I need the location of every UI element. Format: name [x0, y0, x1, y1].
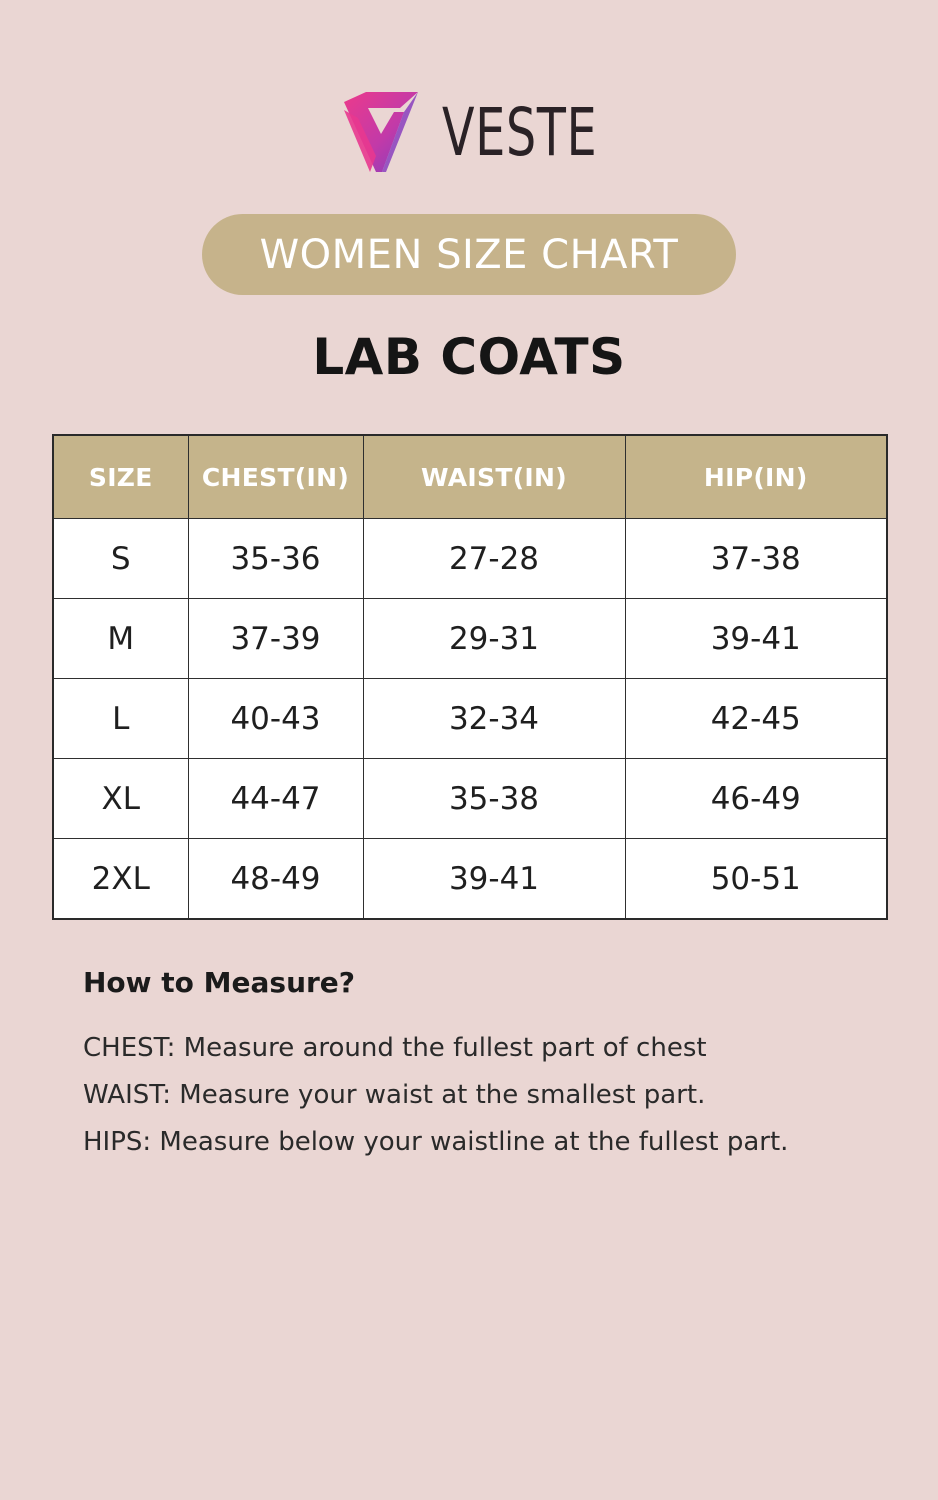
column-header-hip: HIP(IN): [625, 435, 887, 519]
table-row: [53, 839, 887, 920]
waist-cell: 35-38: [363, 759, 625, 839]
size-cell: M: [53, 599, 188, 679]
column-header-size: SIZE: [53, 435, 188, 519]
column-header-waist: WAIST(IN): [363, 435, 625, 519]
how-to-measure-title: How to Measure?: [83, 966, 356, 999]
size-table: [52, 434, 888, 920]
chest-cell: 48-49: [188, 839, 363, 920]
waist-cell: 32-34: [363, 679, 625, 759]
chest-cell: 35-36: [188, 519, 363, 599]
size-chart-banner: [202, 214, 736, 295]
size-cell: 2XL: [53, 839, 188, 920]
hip-cell: 46-49: [625, 759, 887, 839]
hip-cell: 39-41: [625, 599, 887, 679]
brand-name: VESTE: [442, 94, 598, 171]
hip-cell: 37-38: [625, 519, 887, 599]
column-header-chest: CHEST(IN): [188, 435, 363, 519]
chest-cell: 44-47: [188, 759, 363, 839]
category-title: LAB COATS: [312, 328, 626, 386]
size-cell: XL: [53, 759, 188, 839]
hips-instruction: HIPS: Measure below your waistline at the fullest part.: [83, 1127, 789, 1157]
hip-cell: 42-45: [625, 679, 887, 759]
table-row: [53, 759, 887, 839]
table-row: [53, 519, 887, 599]
how-to-measure-section: [83, 966, 883, 1166]
brand-logo: [342, 88, 658, 178]
chest-cell: 37-39: [188, 599, 363, 679]
waist-cell: 29-31: [363, 599, 625, 679]
chest-cell: 40-43: [188, 679, 363, 759]
waist-instruction: WAIST: Measure your waist at the smallest part.: [83, 1080, 706, 1110]
hip-cell: 50-51: [625, 839, 887, 920]
size-cell: L: [53, 679, 188, 759]
waist-cell: 39-41: [363, 839, 625, 920]
table-row: [53, 599, 887, 679]
chest-instruction: CHEST: Measure around the fullest part of chest: [83, 1033, 707, 1063]
size-cell: S: [53, 519, 188, 599]
banner-title: WOMEN SIZE CHART: [259, 231, 679, 278]
table-row: [53, 679, 887, 759]
table-header-row: [53, 435, 887, 519]
veste-logo-icon: [342, 88, 420, 178]
waist-cell: 27-28: [363, 519, 625, 599]
